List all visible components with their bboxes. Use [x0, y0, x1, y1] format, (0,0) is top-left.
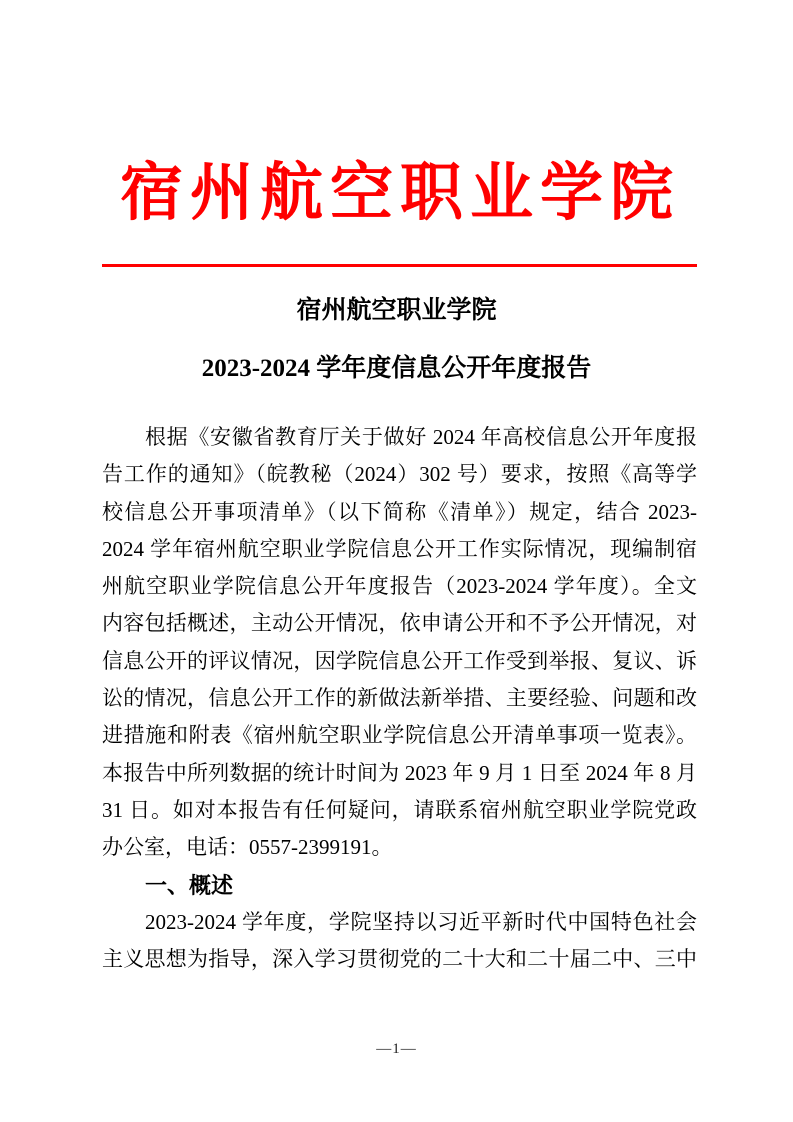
body-text-line: 告工作的通知》（皖教秘（2024）302 号）要求，按照《高等学	[102, 462, 697, 487]
report-org-name: 宿州航空职业学院	[296, 297, 497, 324]
section-1-heading: 一、概述	[145, 872, 234, 898]
body-text-line: 2023-2024 学年度，学院坚持以习近平新时代中国特色社会	[145, 909, 697, 934]
body-text-line: 州航空职业学院信息公开年度报告（2023-2024 学年度）。全文	[102, 574, 697, 599]
body-text-line: 本报告中所列数据的统计时间为 2023 年 9 月 1 日至 2024 年 8 月	[102, 760, 697, 785]
body-text-line: 进措施和附表《宿州航空职业学院信息公开清单事项一览表》。	[102, 723, 697, 748]
letterhead-school-name: 宿州航空职业学院	[120, 158, 680, 228]
body-text-line: 办公室，电话：0557-2399191。	[102, 835, 393, 860]
body-text-line: 校信息公开事项清单》（以下简称《清单》）规定，结合 2023-	[102, 499, 697, 524]
document-body	[102, 419, 697, 978]
body-text-line: 主义思想为指导，深入学习贯彻党的二十大和二十届二中、三中	[102, 947, 697, 972]
body-text-line: 2024 学年宿州航空职业学院信息公开工作实际情况，现编制宿	[102, 536, 697, 561]
body-text-line: 根据《安徽省教育厅关于做好 2024 年高校信息公开年度报	[145, 425, 697, 449]
report-title: 2023-2024 学年度信息公开年度报告	[201, 355, 592, 382]
letterhead-divider-line	[102, 264, 697, 267]
page-number: —1—	[376, 1041, 417, 1057]
body-text-line: 内容包括概述，主动公开情况，依申请公开和不予公开情况，对	[102, 611, 697, 636]
body-text-line: 31 日。如对本报告有任何疑问，请联系宿州航空职业学院党政	[102, 797, 697, 822]
body-text-line: 讼的情况，信息公开工作的新做法新举措、主要经验、问题和改	[102, 686, 697, 711]
body-text-line: 信息公开的评议情况，因学院信息公开工作受到举报、复议、诉	[102, 648, 697, 673]
